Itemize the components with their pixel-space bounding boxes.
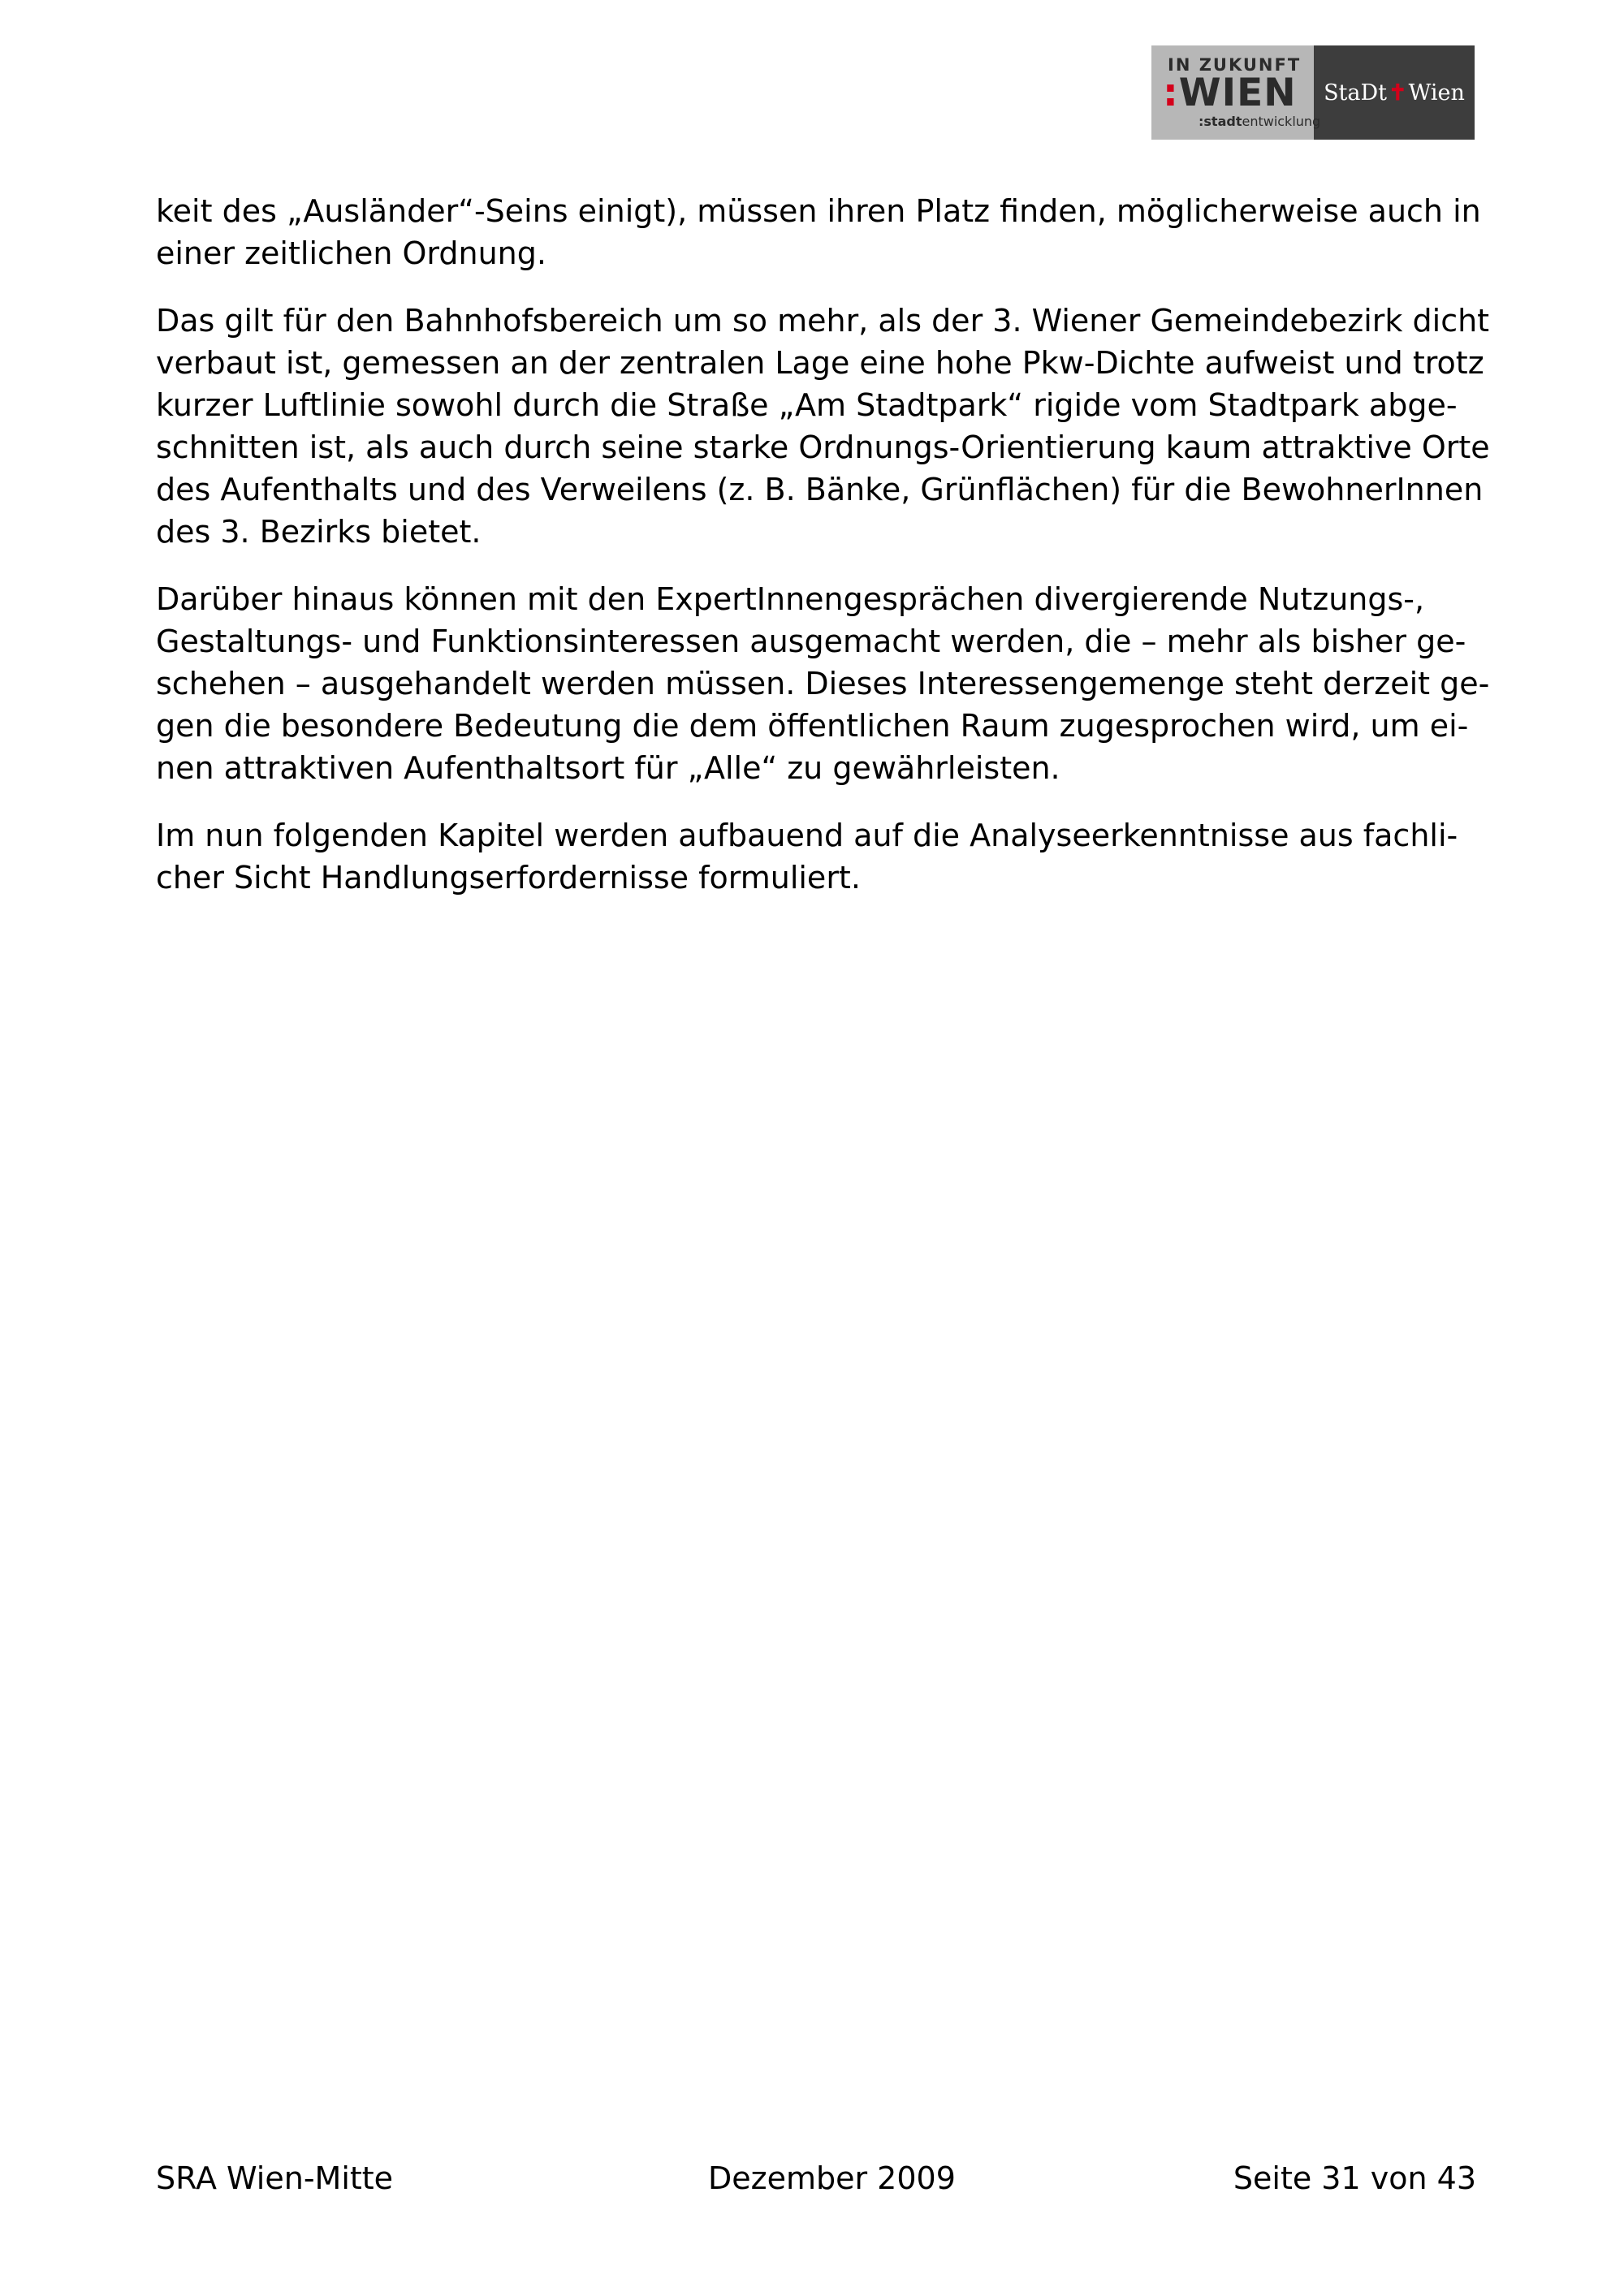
text-line: cher Sicht Handlungserfordernisse formuliert. [156, 860, 861, 896]
text-line: einer zeitlichen Ordnung. [156, 235, 546, 271]
logo-cross-icon: ✝ [1389, 80, 1407, 106]
text-line: Im nun folgenden Kapitel werden aufbauend auf die Analyseerkenntnisse aus fachli- [156, 818, 1458, 853]
logo-kicker: IN ZUKUNFT [1168, 55, 1302, 75]
text-line: schnitten ist, als auch durch seine starke Ordnungs-Orientierung kaum attraktive Orte [156, 429, 1490, 465]
logo-wordmark [1163, 73, 1297, 114]
header-logo [1151, 45, 1475, 140]
logo-wien-text: Wien [1408, 80, 1465, 106]
logo-subline [1199, 114, 1320, 129]
footer-date: Dezember 2009 [708, 2160, 956, 2196]
logo-word: WIEN [1178, 71, 1297, 115]
paragraph-1 [156, 190, 1481, 274]
paragraph-2 [156, 300, 1490, 553]
text-line: verbaut ist, gemessen an der zentralen Lage eine hohe Pkw-Dichte aufweist und trotz [156, 345, 1484, 381]
text-line: gen die besondere Bedeutung die dem öffentlichen Raum zugesprochen wird, um ei- [156, 708, 1469, 744]
text-line: Das gilt für den Bahnhofsbereich um so mehr, als der 3. Wiener Gemeindebezirk dicht [156, 303, 1490, 339]
footer-page-number: Seite 31 von 43 [1233, 2160, 1476, 2196]
text-line: kurzer Luftlinie sowohl durch die Straße „Am Stadtpark“ rigide vom Stadtpark abge- [156, 387, 1458, 423]
logo-sub-bold: :stadt [1199, 114, 1242, 129]
logo-stadt-text: StaDt [1324, 80, 1388, 106]
logo-stadt-wien [1314, 45, 1475, 140]
paragraph-4 [156, 814, 1476, 899]
text-line: Darüber hinaus können mit den ExpertInnengesprächen divergierende Nutzungs-, [156, 581, 1425, 617]
paragraph-3 [156, 578, 1490, 789]
logo-colon: : [1163, 71, 1179, 115]
text-line: Gestaltungs- und Funktionsinteressen ausgemacht werden, die – mehr als bisher ge- [156, 624, 1466, 659]
text-line: schehen – ausgehandelt werden müssen. Dieses Interessengemenge steht derzeit ge- [156, 666, 1490, 701]
footer-document-title: SRA Wien-Mitte [156, 2160, 394, 2196]
text-line: des Aufenthalts und des Verweilens (z. B. Bänke, Grünflächen) für die BewohnerInnen [156, 472, 1484, 507]
logo-in-zukunft-wien [1151, 45, 1321, 140]
logo-sub-rest: entwicklung [1242, 114, 1321, 129]
text-line: keit des „Ausländer“-Seins einigt), müssen ihren Platz finden, möglicherweise auch in [156, 193, 1481, 229]
text-line: des 3. Bezirks bietet. [156, 514, 482, 550]
page-footer [156, 2158, 1476, 2199]
body-text [156, 190, 1490, 924]
text-line: nen attraktiven Aufenthaltsort für „Alle“ zu gewährleisten. [156, 750, 1060, 786]
